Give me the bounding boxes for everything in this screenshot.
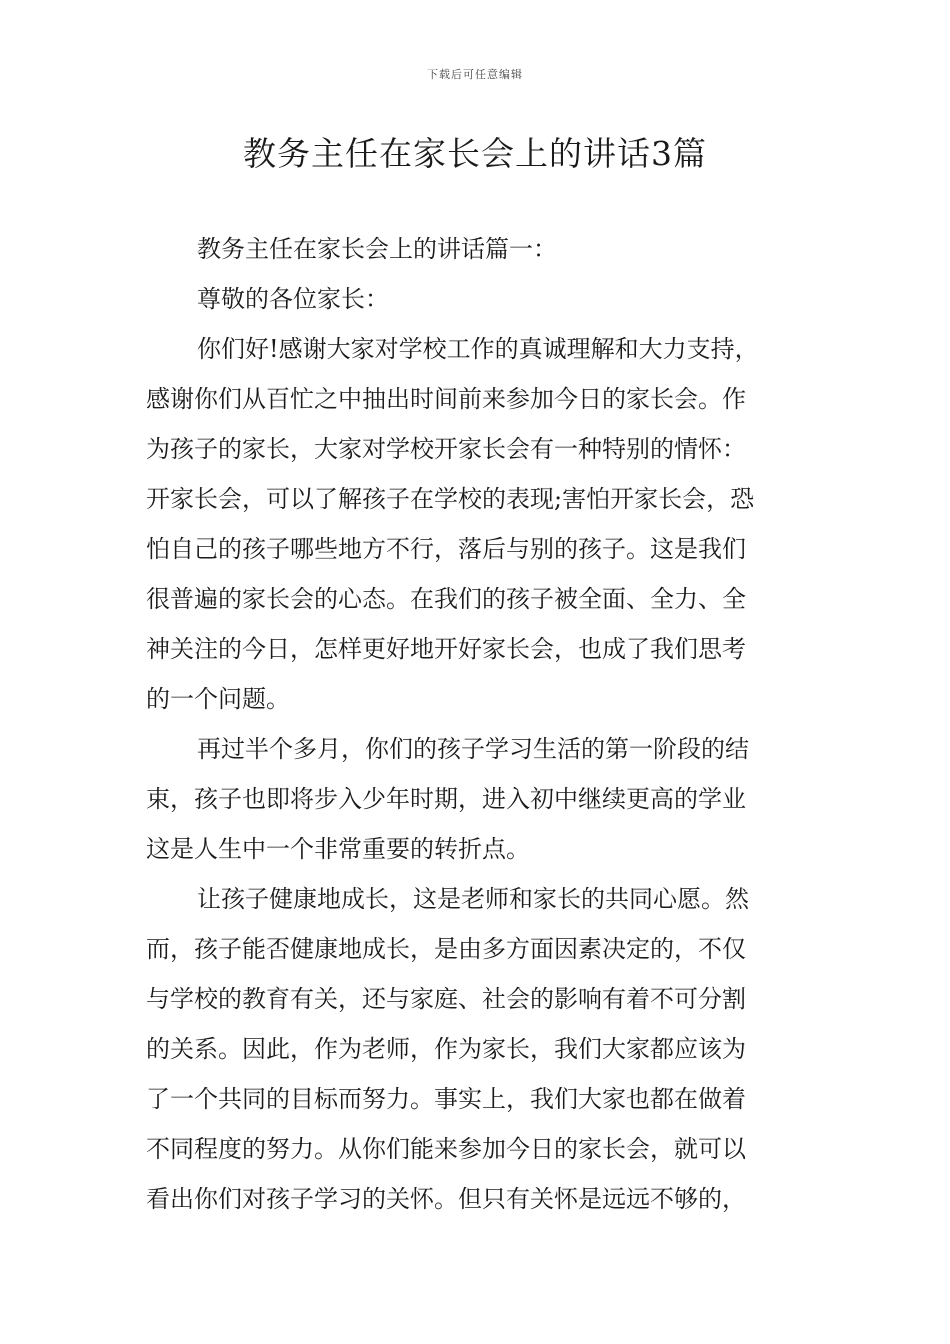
text-line: 与学校的教育有关，还与家庭、社会的影响有着不可分割: [146, 985, 746, 1013]
text-line: 怕自己的孩子哪些地方不行，落后与别的孩子。这是我们: [146, 535, 746, 563]
text-line: 而，孩子能否健康地成长，是由多方面因素决定的，不仅: [146, 935, 746, 963]
text-line: 的关系。因此，作为老师，作为家长，我们大家都应该为: [146, 1035, 746, 1063]
text-line: 束，孩子也即将步入少年时期，进入初中继续更高的学业: [146, 785, 746, 813]
text-line: 让孩子健康地成长，这是老师和家长的共同心愿。然: [197, 885, 749, 913]
text-line: 的一个问题。: [146, 685, 290, 713]
text-line: 再过半个多月，你们的孩子学习生活的第一阶段的结: [197, 735, 749, 763]
text-line: 神关注的今日，怎样更好地开好家长会，也成了我们思考: [146, 635, 746, 663]
text-line: 教务主任在家长会上的讲话篇一：: [197, 235, 557, 263]
text-line: 为孩子的家长，大家对学校开家长会有一种特别的情怀：: [146, 435, 746, 463]
text-line: 很普遍的家长会的心态。在我们的孩子被全面、全力、全: [146, 585, 746, 613]
document-title: 教务主任在家长会上的讲话3篇: [243, 134, 707, 173]
text-line: 开家长会，可以了解孩子在学校的表现;害怕开家长会，恐: [146, 485, 755, 513]
text-line: 感谢你们从百忙之中抽出时间前来参加今日的家长会。作: [146, 385, 746, 413]
text-line: 看出你们对孩子学习的关怀。但只有关怀是远远不够的，: [146, 1185, 746, 1213]
document-body: [146, 228, 811, 1228]
text-line: 你们好!感谢大家对学校工作的真诚理解和大力支持，: [197, 335, 759, 363]
text-line: 这是人生中一个非常重要的转折点。: [146, 835, 530, 863]
text-line: 了一个共同的目标而努力。事实上，我们大家也都在做着: [146, 1085, 746, 1113]
text-line: 不同程度的努力。从你们能来参加今日的家长会，就可以: [146, 1135, 746, 1163]
text-line: 尊敬的各位家长：: [197, 285, 389, 313]
header-note: 下载后可任意编辑: [427, 68, 523, 81]
